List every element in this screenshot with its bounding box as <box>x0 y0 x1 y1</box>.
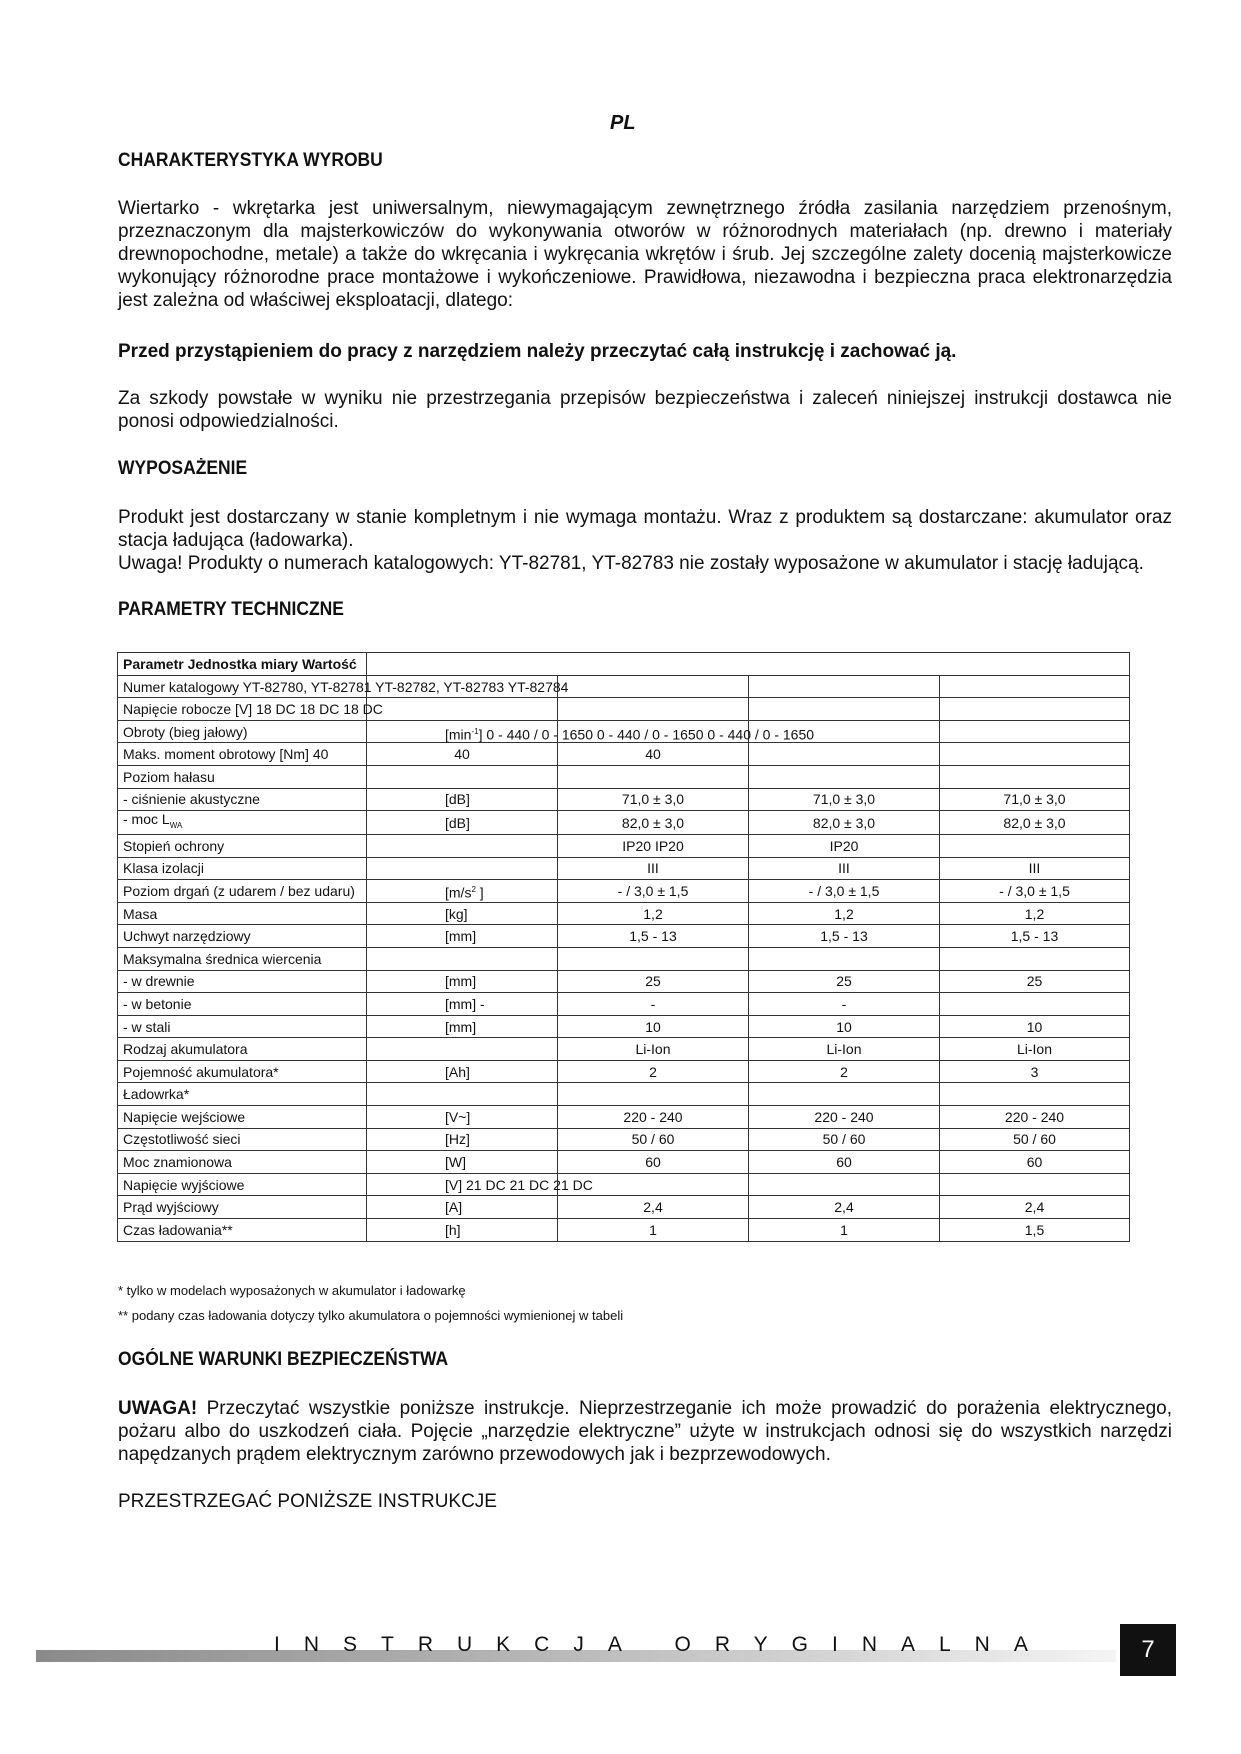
table-cell-out-voltage: Napięcie wyjściowe <box>118 1173 367 1196</box>
section-title-wyposazenie: WYPOSAŻENIE <box>118 458 248 479</box>
footer-title: INSTRUKCJA ORYGINALNA <box>274 1633 1052 1656</box>
table-cell-value: 1,5 <box>940 1219 1130 1242</box>
table-cell-value: 50 / 60 <box>558 1128 749 1151</box>
table-cell-value <box>940 1083 1130 1106</box>
table-cell-unit <box>367 765 558 788</box>
table-cell-label: Moc znamionowa <box>118 1151 367 1174</box>
table-cell-value: 1,5 - 13 <box>940 925 1130 948</box>
table-cell-value: 10 <box>749 1015 940 1038</box>
table-cell-value: - / 3,0 ± 1,5 <box>940 880 1130 903</box>
table-cell-value: 82,0 ± 3,0 <box>749 811 940 835</box>
table-cell-value: Li-Ion <box>749 1038 940 1061</box>
table-cell-value: 1,5 - 13 <box>558 925 749 948</box>
table-cell-label: - moc $L_{WA}$ <box>118 811 367 835</box>
table-cell-value: 25 <box>940 970 1130 993</box>
table-cell-torque-v2: 40 <box>558 743 749 766</box>
table-row <box>118 675 1130 698</box>
section-title-parametry: PARAMETRY TECHNICZNE <box>118 599 344 620</box>
table-cell-unit <box>367 1038 558 1061</box>
table-cell-value: 71,0 ± 3,0 <box>558 788 749 811</box>
table-cell-value: 82,0 ± 3,0 <box>558 811 749 835</box>
table-row <box>118 970 1130 993</box>
table-cell-unit <box>367 947 558 970</box>
table-cell-torque: Maks. moment obrotowy [Nm] 40 <box>118 743 367 766</box>
table-cell-label: Uchwyt narzędziowy <box>118 925 367 948</box>
table-cell-value: III <box>940 857 1130 880</box>
table-cell-label: Ładowrka* <box>118 1083 367 1106</box>
table-cell-protection-v2: IP20 <box>749 834 940 857</box>
table-cell-value: III <box>558 857 749 880</box>
table-cell-value: 1 <box>749 1219 940 1242</box>
table-cell-value <box>749 947 940 970</box>
table-cell-value: 60 <box>558 1151 749 1174</box>
table-cell-label: Rodzaj akumulatora <box>118 1038 367 1061</box>
paragraph-wyposazenie: Produkt jest dostarczany w stanie kompletnym i nie wymaga montażu. Wraz z produktem są dostarczane: akumulator oraz stacja ładująca (ładowarka). <box>118 507 1172 551</box>
table-cell-value <box>558 765 749 788</box>
table-row <box>118 1219 1130 1242</box>
table-cell-value: - / 3,0 ± 1,5 <box>749 880 940 903</box>
table-cell-value: III <box>749 857 940 880</box>
paragraph-warning <box>118 1397 1172 1466</box>
table-row <box>118 698 1130 721</box>
table-cell-catalog: Numer katalogowy YT-82780, YT-82781 YT-82782, YT-82783 YT-82784 <box>118 675 367 698</box>
paragraph-liability: Za szkody powstałe w wyniku nie przestrzegania przepisów bezpieczeństwa i zaleceń niniejszej instrukcji dostawca nie ponosi odpowiedzialności. <box>118 388 1172 432</box>
table-cell-value: 2 <box>749 1060 940 1083</box>
table-cell-torque-v1: 40 <box>367 743 558 766</box>
table-cell-label: Masa <box>118 902 367 925</box>
table-cell-value <box>749 765 940 788</box>
table-row <box>118 720 1130 743</box>
table-cell-value: 25 <box>749 970 940 993</box>
footnote-2: ** podany czas ładowania dotyczy tylko akumulatora o pojemności wymienionej w tabeli <box>118 1308 624 1323</box>
table-cell-value: Li-Ion <box>558 1038 749 1061</box>
table-cell-value: 25 <box>558 970 749 993</box>
table-cell-label: - ciśnienie akustyczne <box>118 788 367 811</box>
language-code: PL <box>610 112 636 134</box>
paragraph-charakterystyka: Wiertarko - wkrętarka jest uniwersalnym, niewymagającym zewnętrznego źródła zasilania narzędziem przenośnym, przeznaczonym dla majsterkowiczów do wykonywania otworów w różnorodnych materiałach (np. drewno i materiały drewnopochodne, metale) a także do wkręcania i wykręcania wkrętów i śrub. Jej szczególne zalety docenią majsterkowicze wykonujący różnorodne prace montażowe i wykończeniowe. Prawidłowa, niezawodna i bezpieczna praca elektronarzędzia jest zależna od właściwej eksploatacji, dlatego: <box>118 198 1172 311</box>
table-cell-unit: [mm] <box>367 925 558 948</box>
table-row <box>118 1038 1130 1061</box>
table-cell-label: - w stali <box>118 1015 367 1038</box>
table-cell-value: 2,4 <box>749 1196 940 1219</box>
table-cell-speed-values: $[\min^{-1}]$ 0 - 440 / 0 - 1650 0 - 440 / 0 - 1650 0 - 440 / 0 - 1650 <box>367 720 558 743</box>
table-cell-value <box>940 765 1130 788</box>
table-cell-unit: [W] <box>367 1151 558 1174</box>
table-row <box>118 993 1130 1016</box>
table-cell-unit: [h] <box>367 1219 558 1242</box>
table-cell-label: Poziom hałasu <box>118 765 367 788</box>
table-cell-value <box>558 1083 749 1106</box>
paragraph-instructions: PRZESTRZEGAĆ PONIŻSZE INSTRUKCJE <box>118 1491 497 1512</box>
table-cell-protection: Stopień ochrony <box>118 834 367 857</box>
table-cell-value: 2,4 <box>558 1196 749 1219</box>
table-row <box>118 1015 1130 1038</box>
table-row <box>118 947 1130 970</box>
table-cell-value: 220 - 240 <box>940 1106 1130 1129</box>
table-row <box>118 1060 1130 1083</box>
table-cell-label: Częstotliwość sieci <box>118 1128 367 1151</box>
table-row <box>118 902 1130 925</box>
table-cell-unit: [Hz] <box>367 1128 558 1151</box>
table-header-cell: Parametr Jednostka miary Wartość <box>118 653 367 676</box>
table-cell-value <box>749 1083 940 1106</box>
table-cell-value: 50 / 60 <box>749 1128 940 1151</box>
table-cell-label: Napięcie wejściowe <box>118 1106 367 1129</box>
table-cell-value: 1,2 <box>940 902 1130 925</box>
table-cell-unit: [$m/s^2$ ] <box>367 880 558 903</box>
table-row <box>118 1196 1130 1219</box>
table-cell-value <box>940 947 1130 970</box>
table-cell-label: Pojemność akumulatora* <box>118 1060 367 1083</box>
table-cell-speed: Obroty (bieg jałowy) <box>118 720 367 743</box>
table-row <box>118 1173 1130 1196</box>
table-cell-unit: [mm] <box>367 1015 558 1038</box>
table-cell-value: 1,2 <box>749 902 940 925</box>
table-cell-value <box>558 947 749 970</box>
table-cell-unit: [mm] <box>367 970 558 993</box>
table-cell-out-voltage-values: [V] 21 DC 21 DC 21 DC <box>367 1173 558 1196</box>
table-row <box>118 1151 1130 1174</box>
table-row <box>118 880 1130 903</box>
table-cell-value: 10 <box>558 1015 749 1038</box>
table-row <box>118 1106 1130 1129</box>
table-cell-label: Poziom drgań (z udarem / bez udaru) <box>118 880 367 903</box>
section-title-ogolne: OGÓLNE WARUNKI BEZPIECZEŃSTWA <box>118 1349 449 1370</box>
table-cell-value: 3 <box>940 1060 1130 1083</box>
table-cell-label: Prąd wyjściowy <box>118 1196 367 1219</box>
table-cell-value: - <box>749 993 940 1016</box>
table-cell-protection-v1: IP20 IP20 <box>558 834 749 857</box>
table-row <box>118 834 1130 857</box>
table-cell-value: 71,0 ± 3,0 <box>749 788 940 811</box>
table-cell-value: 2 <box>558 1060 749 1083</box>
table-row <box>118 811 1130 835</box>
table-cell-value: 82,0 ± 3,0 <box>940 811 1130 835</box>
table-cell-unit: [dB] <box>367 788 558 811</box>
footnote-1: * tylko w modelach wyposażonych w akumulator i ładowarkę <box>118 1283 466 1298</box>
table-cell-label: - w betonie <box>118 993 367 1016</box>
table-cell-value: 60 <box>940 1151 1130 1174</box>
technical-parameters-table <box>117 652 1130 1242</box>
table-cell-value: 71,0 ± 3,0 <box>940 788 1130 811</box>
table-cell-value: Li-Ion <box>940 1038 1130 1061</box>
table-row <box>118 743 1130 766</box>
table-cell-label: Maksymalna średnica wiercenia <box>118 947 367 970</box>
table-cell-voltage: Napięcie robocze [V] 18 DC 18 DC 18 DC <box>118 698 367 721</box>
table-cell-value: 220 - 240 <box>558 1106 749 1129</box>
table-cell-value: 1 <box>558 1219 749 1242</box>
table-cell-value: - / 3,0 ± 1,5 <box>558 880 749 903</box>
table-cell-label: Czas ładowania** <box>118 1219 367 1242</box>
warning-body: Przeczytać wszystkie poniższe instrukcje. Nieprzestrzeganie ich może prowadzić do porażenia elektrycznego, pożaru albo do uszkodzeń ciała. Pojęcie „narzędzie elektryczne” użyte w instrukcjach odnosi się do wszystkich narzędzi napędzanych prądem elektrycznym zarówno przewodowych jak i bezprzewodowych. <box>118 1398 1172 1465</box>
paragraph-wyposazenie-note: Uwaga! Produkty o numerach katalogowych: YT-82781, YT-82783 nie zostały wyposażone w akumulator i stację ładującą. <box>118 553 1144 574</box>
section-title-charakterystyka: CHARAKTERYSTYKA WYROBU <box>118 150 383 171</box>
table-row <box>118 857 1130 880</box>
table-cell-label: - w drewnie <box>118 970 367 993</box>
table-cell-unit: [dB] <box>367 811 558 835</box>
table-row <box>118 1083 1130 1106</box>
table-cell-value: 50 / 60 <box>940 1128 1130 1151</box>
table-row <box>118 788 1130 811</box>
table-row <box>118 925 1130 948</box>
table-cell-unit: [kg] <box>367 902 558 925</box>
table-cell-value: 10 <box>940 1015 1130 1038</box>
table-cell-unit: [mm] - <box>367 993 558 1016</box>
table-cell-label: Klasa izolacji <box>118 857 367 880</box>
table-cell-value: 220 - 240 <box>749 1106 940 1129</box>
table-row <box>118 1128 1130 1151</box>
table-cell-unit: [Ah] <box>367 1060 558 1083</box>
table-cell-value: 1,2 <box>558 902 749 925</box>
page-number: 7 <box>1120 1624 1176 1676</box>
table-row <box>118 653 1130 676</box>
table-row <box>118 765 1130 788</box>
table-cell-unit <box>367 1083 558 1106</box>
table-cell-value <box>940 993 1130 1016</box>
table-cell-unit: [A] <box>367 1196 558 1219</box>
table-cell-unit: [V~] <box>367 1106 558 1129</box>
paragraph-read-instructions: Przed przystąpieniem do pracy z narzędziem należy przeczytać całą instrukcję i zachować ją. <box>118 341 957 362</box>
table-cell-value: 60 <box>749 1151 940 1174</box>
table-cell-value: - <box>558 993 749 1016</box>
table-cell-value: 1,5 - 13 <box>749 925 940 948</box>
table-cell-value: 2,4 <box>940 1196 1130 1219</box>
warning-label: UWAGA! <box>118 1398 198 1419</box>
table-cell-unit <box>367 857 558 880</box>
